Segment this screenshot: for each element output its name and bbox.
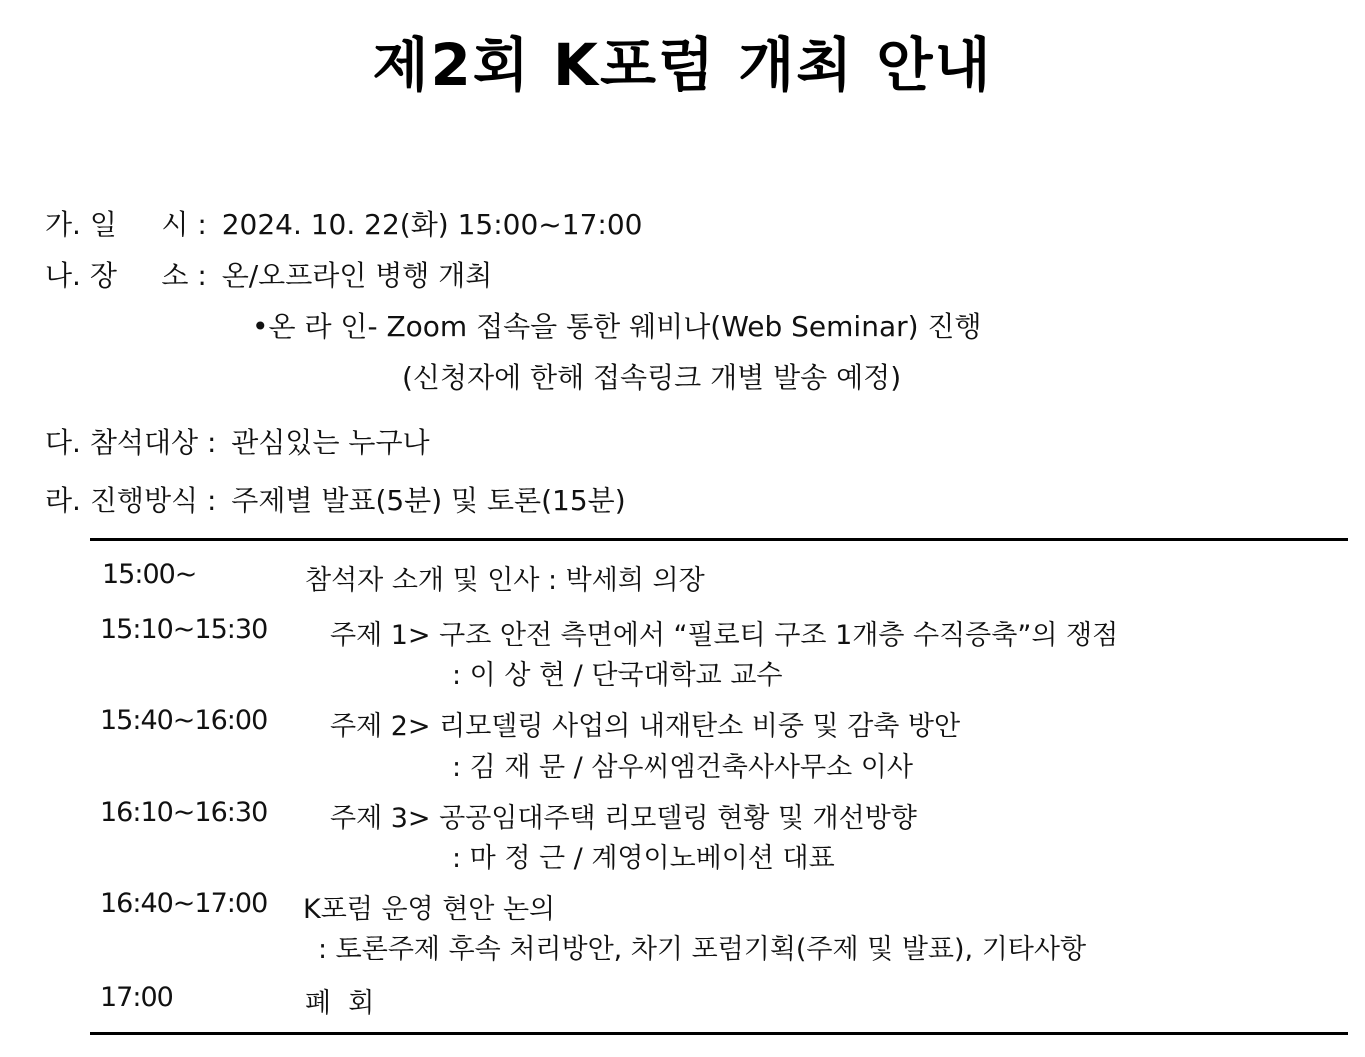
schedule-item: 주제 3> 공공임대주택 리모델링 현황 및 개선방향	[330, 803, 917, 834]
schedule-time: 15:10~15:30	[100, 614, 268, 645]
schedule-item: 폐 회	[305, 988, 375, 1019]
audience-label: 다. 참석대상 :	[45, 426, 217, 459]
method-row	[45, 479, 626, 519]
place-online: •온 라 인- Zoom 접속을 통한 웨비나(Web Seminar) 진행	[252, 310, 982, 343]
method-value: 주제별 발표(5분) 및 토론(15분)	[231, 484, 626, 517]
date-label: 가. 일 시 :	[45, 208, 207, 241]
schedule-item: K포럼 운영 현안 논의	[303, 894, 556, 925]
schedule-speaker: : 이 상 현 / 단국대학교 교수	[452, 660, 783, 691]
schedule-time: 17:00	[100, 982, 173, 1013]
schedule-time: 15:40~16:00	[100, 705, 268, 736]
schedule-note: : 토론주제 후속 처리방안, 차기 포럼기획(주제 및 발표), 기타사항	[318, 934, 1087, 965]
place-row	[45, 254, 492, 294]
schedule-bottom-rule	[90, 1032, 1348, 1035]
audience-row	[45, 421, 430, 461]
schedule-speaker: : 김 재 문 / 삼우씨엠건축사사무소 이사	[452, 752, 913, 783]
date-value: 2024. 10. 22(화) 15:00~17:00	[221, 208, 643, 241]
date-row	[45, 203, 642, 243]
schedule-item: 주제 2> 리모델링 사업의 내재탄소 비중 및 감축 방안	[330, 711, 961, 742]
schedule-time: 15:00~	[102, 559, 197, 590]
place-online-note: (신청자에 한해 접속링크 개별 발송 예정)	[402, 361, 902, 394]
schedule-time: 16:40~17:00	[100, 888, 268, 919]
place-value: 온/오프라인 병행 개최	[221, 259, 493, 292]
method-label: 라. 진행방식 :	[45, 484, 217, 517]
schedule-item: 참석자 소개 및 인사 : 박세희 의장	[305, 565, 705, 596]
place-label: 나. 장 소 :	[45, 259, 207, 292]
schedule-time: 16:10~16:30	[100, 797, 268, 828]
document-title: 제2회 K포럼 개최 안내	[372, 31, 993, 99]
audience-value: 관심있는 누구나	[231, 426, 430, 459]
schedule-top-rule	[90, 538, 1348, 541]
schedule-speaker: : 마 정 근 / 계영이노베이션 대표	[452, 843, 835, 874]
schedule-item: 주제 1> 구조 안전 측면에서 “필로티 구조 1개층 수직증축”의 쟁점	[330, 620, 1119, 651]
